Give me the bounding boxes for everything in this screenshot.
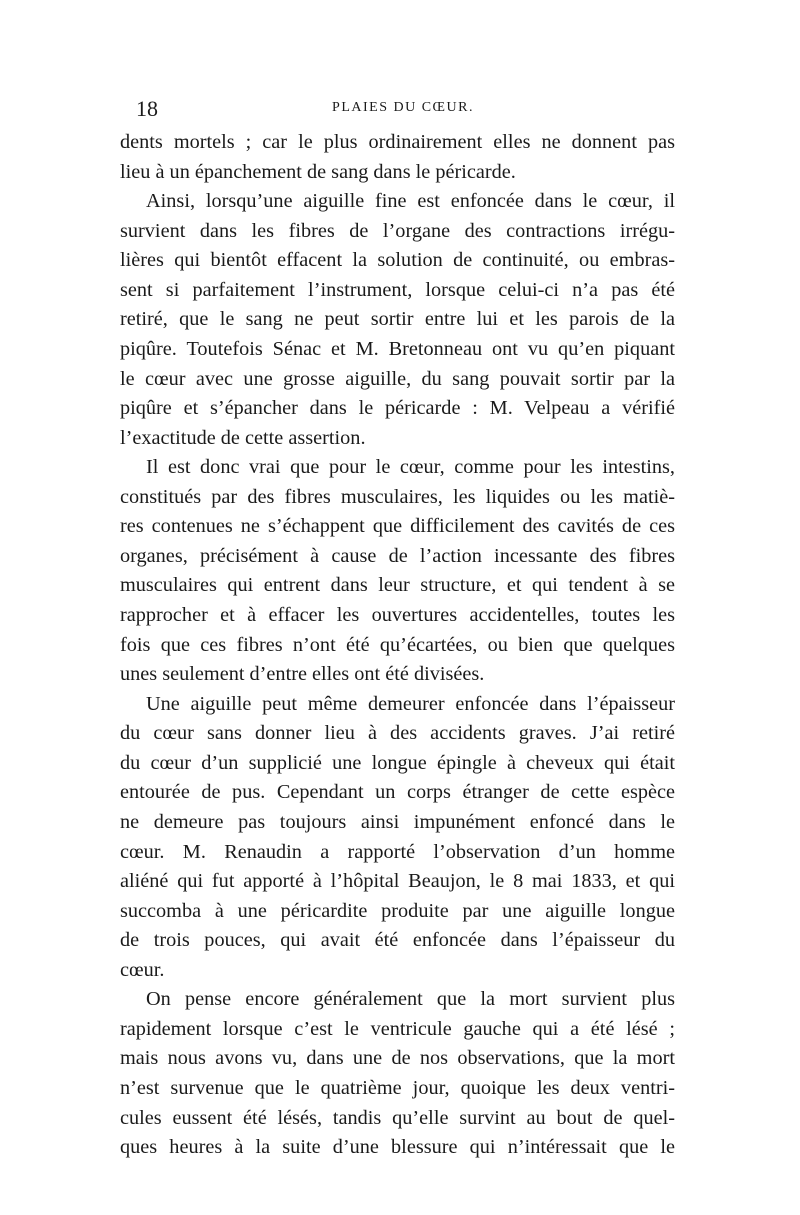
text-line: lières qui bientôt effacent la solution de continuité, ou embras- <box>120 249 675 272</box>
text-line: entourée de pus. Cependant un corps étranger de cette espèce <box>120 781 675 804</box>
text-line: unes seulement d’entre elles ont été divisées. <box>120 663 485 686</box>
text-line: rapprocher et à effacer les ouvertures accidentelles, toutes les <box>120 604 675 626</box>
text-line: cœur. <box>120 958 165 981</box>
text-line: mais nous avons vu, dans une de nos observations, que la mort <box>120 1047 675 1070</box>
page-number: 18 <box>136 96 158 121</box>
text-line: Ainsi, lorsqu’une aiguille fine est enfoncée dans le cœur, il <box>146 190 675 213</box>
text-line: fois que ces fibres n’ont été qu’écartées, ou bien que quelques <box>120 633 675 656</box>
text-line: organes, précisément à cause de l’action incessante des fibres <box>120 544 675 567</box>
text-line: sent si parfaitement l’instrument, lorsque celui-ci n’a pas été <box>120 278 675 301</box>
running-title: PLAIES DU CŒUR. <box>332 100 474 115</box>
text-line: Il est donc vrai que pour le cœur, comme pour les intestins, <box>146 456 675 479</box>
text-line: lieu à un épanchement de sang dans le péricarde. <box>120 160 516 183</box>
text-line: rapidement lorsque c’est le ventricule gauche qui a été lésé ; <box>120 1017 675 1040</box>
text-line: musculaires qui entrent dans leur structure, et qui tendent à se <box>120 574 675 597</box>
text-line: survient dans les fibres de l’organe des contractions irrégu- <box>120 219 675 242</box>
text-line: ne demeure pas toujours ainsi impunément enfoncé dans le <box>120 810 675 833</box>
text-line: dents mortels ; car le plus ordinairement elles ne donnent pas <box>120 131 675 153</box>
text-line: piqûre et s’épancher dans le péricarde : M. Velpeau a vérifié <box>120 397 675 420</box>
text-line: le cœur avec une grosse aiguille, du sang pouvait sortir par la <box>120 367 675 390</box>
text-line: piqûre. Toutefois Sénac et M. Bretonneau ont vu qu’en piquant <box>120 337 675 360</box>
text-line: cules eussent été lésés, tandis qu’elle survint au bout de quel- <box>120 1106 675 1129</box>
page-header <box>136 96 670 124</box>
text-line: du cœur sans donner lieu à des accidents graves. J’ai retiré <box>120 722 675 745</box>
text-line: succomba à une péricardite produite par une aiguille longue <box>120 899 675 922</box>
text-line: cœur. M. Renaudin a rapporté l’observation d’un homme <box>120 840 675 863</box>
text-line: n’est survenue que le quatrième jour, quoique les deux ventri- <box>120 1077 675 1099</box>
text-line: du cœur d’un supplicié une longue épingle à cheveux qui était <box>120 751 675 774</box>
text-line: aliéné qui fut apporté à l’hôpital Beaujon, le 8 mai 1833, et qui <box>120 870 675 893</box>
text-line: Une aiguille peut même demeurer enfoncée dans l’épaisseur <box>146 692 675 715</box>
text-line: de trois pouces, qui avait été enfoncée dans l’épaisseur du <box>120 929 675 952</box>
body-text <box>120 128 675 1163</box>
text-line: retiré, que le sang ne peut sortir entre lui et les parois de la <box>120 308 675 331</box>
text-line: constitués par des fibres musculaires, les liquides ou les matiè- <box>120 485 675 508</box>
text-line: l’exactitude de cette assertion. <box>120 426 366 449</box>
text-line: ques heures à la suite d’une blessure qui n’intéressait que le <box>120 1136 675 1159</box>
text-line: res contenues ne s’échappent que difficilement des cavités de ces <box>120 515 675 538</box>
text-line: On pense encore généralement que la mort survient plus <box>146 988 675 1011</box>
